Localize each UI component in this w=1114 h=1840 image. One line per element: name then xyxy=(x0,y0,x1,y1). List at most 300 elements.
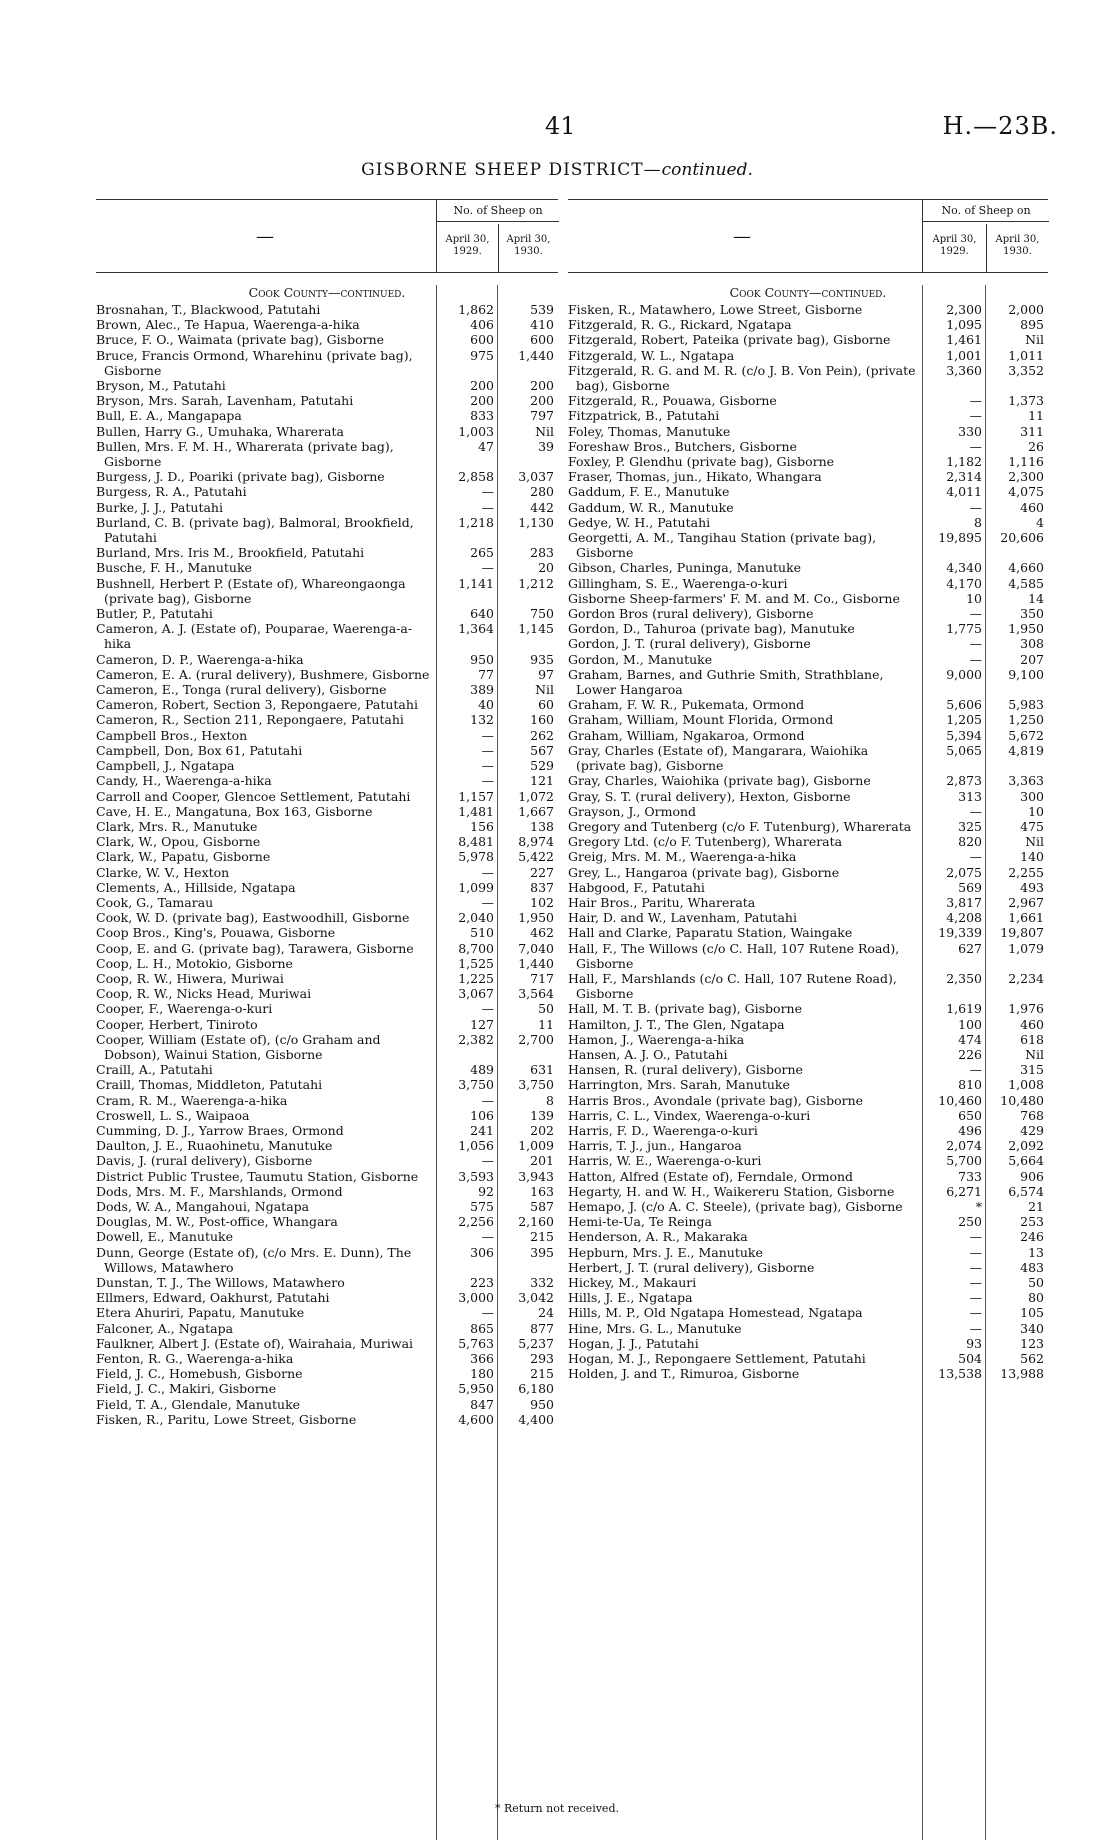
owner-name-cell: Fitzgerald, R. G. and M. R. (c/o J. B. Von Pein), (private bag), Gisborne xyxy=(568,362,916,394)
sheep-1929-cell: — xyxy=(969,651,982,667)
table-row xyxy=(96,393,558,408)
sheep-1930-cell: 6,574 xyxy=(1008,1183,1044,1199)
owner-name-cell: Clark, W., Papatu, Gisborne xyxy=(96,849,271,865)
owner-name-cell: Hall and Clarke, Paparatu Station, Waingake xyxy=(568,925,853,941)
sheep-1929-cell: — xyxy=(969,1305,982,1321)
table-row xyxy=(568,834,1048,849)
owner-name-cell: Craill, A., Patutahi xyxy=(96,1062,213,1078)
table-row xyxy=(568,439,1048,454)
owner-name-cell: Fraser, Thomas, jun., Hikato, Whangara xyxy=(568,469,822,485)
sheep-1930-cell: 350 xyxy=(1020,606,1044,622)
sheep-1930-cell: 1,009 xyxy=(518,1138,554,1154)
owner-name-cell: Butler, P., Patutahi xyxy=(96,606,213,622)
owner-name-cell: Hogan, M. J., Repongaere Settlement, Patutahi xyxy=(568,1351,866,1367)
owner-name-cell: Grayson, J., Ormond xyxy=(568,803,697,819)
table-row xyxy=(96,895,558,910)
owner-name-cell: Bullen, Harry G., Umuhaka, Wharerata xyxy=(96,423,344,439)
sheep-1930-cell: Nil xyxy=(1025,332,1044,348)
sheep-1930-cell: 10,480 xyxy=(1000,1092,1044,1108)
sheep-1930-cell: 7,040 xyxy=(518,940,554,956)
sheep-1930-cell: 215 xyxy=(530,1366,554,1382)
table-row xyxy=(568,1123,1048,1138)
table-row xyxy=(568,1108,1048,1123)
sheep-1929-cell: 1,525 xyxy=(458,955,494,971)
sheep-1929-cell: 5,606 xyxy=(946,697,982,713)
sheep-1930-cell: 160 xyxy=(530,712,554,728)
sheep-1930-cell: 13,988 xyxy=(1000,1366,1044,1382)
sheep-1930-cell: 308 xyxy=(1020,636,1044,652)
sheep-1929-cell: — xyxy=(969,1062,982,1078)
table-row xyxy=(96,500,558,515)
sheep-1930-cell: 3,564 xyxy=(518,986,554,1002)
sheep-1929-cell: 200 xyxy=(470,393,494,409)
table-row xyxy=(568,393,1048,408)
sheep-1930-cell: 3,352 xyxy=(1008,362,1044,378)
sheep-1930-cell: 2,092 xyxy=(1008,1138,1044,1154)
table-row xyxy=(568,1062,1048,1077)
sheep-1929-cell: 223 xyxy=(470,1275,494,1290)
sheep-1930-cell: 4,075 xyxy=(1008,484,1044,500)
table-row xyxy=(96,971,558,986)
sheep-1930-cell: 246 xyxy=(1020,1229,1044,1245)
table-row xyxy=(96,1017,558,1032)
table-row xyxy=(568,530,1048,560)
owner-name-cell: Gisborne Sheep-farmers' F. M. and M. Co., Gisborne xyxy=(568,590,900,606)
sheep-1930-cell: 201 xyxy=(530,1153,554,1169)
sheep-1930-cell: 138 xyxy=(530,818,554,834)
sheep-1929-cell: 5,394 xyxy=(946,727,982,743)
owner-name-cell: Candy, H., Waerenga-a-hika xyxy=(96,773,272,789)
table-row xyxy=(568,804,1048,819)
table-row xyxy=(96,1108,558,1123)
owner-name-cell: Burke, J. J., Patutahi xyxy=(96,499,223,515)
owner-name-cell: Cameron, E. A. (rural delivery), Bushmere, Gisborne xyxy=(96,666,430,682)
left-table-header xyxy=(96,199,558,273)
table-row xyxy=(568,1153,1048,1168)
sheep-1929-cell: 5,763 xyxy=(458,1335,494,1351)
owner-name-cell: Gray, S. T. (rural delivery), Hexton, Gisborne xyxy=(568,788,851,804)
sheep-1929-cell: 2,382 xyxy=(458,1031,494,1047)
sheep-1929-cell: 1,862 xyxy=(458,302,494,317)
sheep-1930-cell: 1,212 xyxy=(518,575,554,591)
sheep-1930-cell: 587 xyxy=(530,1198,554,1214)
sheep-1930-cell: 1,950 xyxy=(518,910,554,926)
right-table-header xyxy=(568,199,1048,273)
sheep-1930-cell: 293 xyxy=(530,1351,554,1367)
table-row xyxy=(568,849,1048,864)
owner-name-cell: Dunn, George (Estate of), (c/o Mrs. E. Dunn), The Willows, Matawhero xyxy=(96,1244,412,1275)
table-row xyxy=(568,1321,1048,1336)
sheep-1930-cell: 163 xyxy=(530,1183,554,1199)
table-row xyxy=(96,941,558,956)
table-row xyxy=(96,986,558,1001)
table-row xyxy=(568,469,1048,484)
page-number: 41 xyxy=(545,112,576,140)
sheep-1930-cell: 1,130 xyxy=(518,514,554,530)
sheep-1930-cell: 10 xyxy=(1028,803,1044,819)
table-row xyxy=(568,910,1048,925)
sheep-1929-cell: — xyxy=(481,1092,494,1108)
sheep-1930-cell: 123 xyxy=(1020,1335,1044,1351)
owner-name-cell: Hair, D. and W., Lavenham, Patutahi xyxy=(568,910,797,926)
sheep-1930-cell: 2,234 xyxy=(1008,970,1044,986)
sheep-1929-cell: 474 xyxy=(958,1031,982,1047)
owner-name-cell: Gregory Ltd. (c/o F. Tutenberg), Wharerata xyxy=(568,834,843,850)
table-row xyxy=(96,1366,558,1381)
right-table xyxy=(568,199,1048,1381)
sheep-1929-cell: — xyxy=(969,606,982,622)
table-row xyxy=(96,865,558,880)
owner-name-cell: Coop, R. W., Nicks Head, Muriwai xyxy=(96,986,312,1002)
sheep-1930-cell: 3,363 xyxy=(1008,773,1044,789)
sheep-count-header: No. of Sheep on April 30, 1929. April 30, 1930. xyxy=(922,200,1049,272)
table-row xyxy=(568,500,1048,515)
owner-name-cell: Craill, Thomas, Middleton, Patutahi xyxy=(96,1077,323,1093)
table-row xyxy=(568,302,1048,317)
table-row xyxy=(568,941,1048,971)
sheep-1930-cell: 8 xyxy=(546,1092,554,1108)
owner-name-cell: Dowell, E., Manutuke xyxy=(96,1229,234,1245)
sheep-1929-cell: 1,225 xyxy=(458,970,494,986)
sheep-1930-cell: 1,116 xyxy=(1008,454,1044,470)
sheep-1929-cell: — xyxy=(481,1229,494,1245)
sheep-1930-cell: 202 xyxy=(530,1122,554,1138)
sheep-1929-cell: 4,208 xyxy=(946,910,982,926)
sheep-1930-cell: 460 xyxy=(1020,1016,1044,1032)
sheep-1929-cell: 19,339 xyxy=(938,925,982,941)
sheep-1930-cell: 140 xyxy=(1020,849,1044,865)
owner-name-cell: Field, J. C., Makiri, Gisborne xyxy=(96,1381,277,1397)
owner-name-cell: Gedye, W. H., Patutahi xyxy=(568,514,711,530)
sheep-1929-cell: 4,011 xyxy=(946,484,982,500)
table-row xyxy=(96,1123,558,1138)
sheep-1930-cell: 1,145 xyxy=(518,621,554,637)
owner-name-cell: Bull, E. A., Mangapapa xyxy=(96,408,242,424)
owner-name-cell: Georgetti, A. M., Tangihau Station (private bag), Gisborne xyxy=(568,530,877,561)
sheep-1929-cell: 489 xyxy=(470,1062,494,1078)
table-row xyxy=(96,1032,558,1062)
owner-name-cell: Gordon, M., Manutuke xyxy=(568,651,713,667)
owner-name-cell: Fenton, R. G., Waerenga-a-hika xyxy=(96,1351,294,1367)
sheep-1929-cell: 4,600 xyxy=(458,1411,494,1427)
table-row xyxy=(96,1199,558,1214)
owner-name-cell: Field, J. C., Homebush, Gisborne xyxy=(96,1366,303,1382)
sheep-1929-cell: 325 xyxy=(958,818,982,834)
table-row xyxy=(568,743,1048,773)
sheep-1929-cell: 306 xyxy=(470,1244,494,1260)
table-row xyxy=(568,560,1048,575)
sheep-1929-cell: 496 xyxy=(958,1122,982,1138)
table-row xyxy=(568,408,1048,423)
owner-name-cell: Greig, Mrs. M. M., Waerenga-a-hika xyxy=(568,849,797,865)
sheep-1930-cell: 9,100 xyxy=(1008,666,1044,682)
table-row xyxy=(568,1290,1048,1305)
owner-name-cell: Graham, F. W. R., Pukemata, Ormond xyxy=(568,697,805,713)
sheep-1929-cell: 2,075 xyxy=(946,864,982,880)
sheep-1929-cell: 3,593 xyxy=(458,1168,494,1184)
owner-name-cell: Bryson, M., Patutahi xyxy=(96,378,226,394)
sheep-1930-cell: 717 xyxy=(530,970,554,986)
owner-name-cell: Fitzgerald, R., Pouawa, Gisborne xyxy=(568,393,777,409)
sheep-1929-cell: 640 xyxy=(470,606,494,622)
sheep-1930-cell: 5,672 xyxy=(1008,727,1044,743)
sheep-1929-cell: 569 xyxy=(958,879,982,895)
table-row xyxy=(568,925,1048,940)
sheep-1929-cell: — xyxy=(481,894,494,910)
sheep-1930-cell: 1,373 xyxy=(1008,393,1044,409)
sheep-1930-cell: 2,300 xyxy=(1008,469,1044,485)
table-row xyxy=(568,317,1048,332)
sheep-1930-cell: 567 xyxy=(530,742,554,758)
table-row xyxy=(96,834,558,849)
sheep-1930-cell: 906 xyxy=(1020,1168,1044,1184)
table-row xyxy=(96,728,558,743)
header-dash: — xyxy=(256,226,274,247)
sheep-1930-cell: 4,819 xyxy=(1008,742,1044,758)
owner-name-cell: Cumming, D. J., Yarrow Braes, Ormond xyxy=(96,1122,344,1138)
sheep-1930-cell: 442 xyxy=(530,499,554,515)
sheep-1930-cell: 395 xyxy=(530,1244,554,1260)
table-row xyxy=(96,880,558,895)
table-row xyxy=(568,1214,1048,1229)
table-row xyxy=(568,697,1048,712)
table-row xyxy=(96,348,558,378)
sheep-1930-cell: Nil xyxy=(1025,834,1044,850)
sheep-1929-cell: 2,074 xyxy=(946,1138,982,1154)
table-row xyxy=(568,576,1048,591)
owner-name-cell: Busche, F. H., Manutuke xyxy=(96,560,252,576)
sheep-1929-cell: 265 xyxy=(470,545,494,561)
owner-name-cell: Coop, E. and G. (private bag), Tarawera, Gisborne xyxy=(96,940,414,956)
sheep-1929-cell: — xyxy=(481,1153,494,1169)
table-row xyxy=(568,971,1048,1001)
sheep-1929-cell: * xyxy=(975,1198,982,1214)
header-dash: — xyxy=(733,226,751,247)
table-row xyxy=(96,302,558,317)
table-row xyxy=(568,1032,1048,1047)
sheep-1930-cell: 935 xyxy=(530,651,554,667)
owner-name-cell: Hansen, A. J. O., Patutahi xyxy=(568,1046,728,1062)
sheep-1929-cell: 3,750 xyxy=(458,1077,494,1093)
left-table xyxy=(96,199,558,1427)
table-row xyxy=(96,743,558,758)
sheep-1929-cell: 6,271 xyxy=(946,1183,982,1199)
sheep-1929-cell: 1,099 xyxy=(458,879,494,895)
table-row xyxy=(568,1336,1048,1351)
owner-name-cell: Holden, J. and T., Rimuroa, Gisborne xyxy=(568,1366,800,1382)
table-row xyxy=(96,560,558,575)
table-row xyxy=(568,606,1048,621)
table-row xyxy=(96,1381,558,1396)
sheep-1929-cell: 47 xyxy=(478,438,494,454)
owner-name-cell: Hatton, Alfred (Estate of), Ferndale, Ormond xyxy=(568,1168,854,1184)
owner-name-cell: Field, T. A., Glendale, Manutuke xyxy=(96,1396,301,1412)
sheep-1929-cell: 19,895 xyxy=(938,530,982,546)
sheep-1930-cell: 200 xyxy=(530,378,554,394)
sheep-1930-cell: 1,079 xyxy=(1008,940,1044,956)
sheep-1930-cell: 215 xyxy=(530,1229,554,1245)
owner-name-cell: Habgood, F., Patutahi xyxy=(568,879,705,895)
sheep-1929-cell: 1,001 xyxy=(946,347,982,363)
owner-name-cell: Fitzgerald, R. G., Rickard, Ngatapa xyxy=(568,317,792,333)
sheep-1929-cell: 5,950 xyxy=(458,1381,494,1397)
sheep-1929-cell: 627 xyxy=(958,940,982,956)
owner-name-cell: Gray, Charles, Waiohika (private bag), Gisborne xyxy=(568,773,871,789)
table-row xyxy=(96,1412,558,1427)
table-row xyxy=(568,1017,1048,1032)
table-row xyxy=(568,621,1048,636)
owner-name-cell: Henderson, A. R., Makaraka xyxy=(568,1229,748,1245)
table-row xyxy=(96,910,558,925)
sheep-1930-cell: 283 xyxy=(530,545,554,561)
table-row xyxy=(96,1062,558,1077)
sheep-1930-cell: 4,400 xyxy=(518,1411,554,1427)
sheep-1929-cell: 1,364 xyxy=(458,621,494,637)
owner-name-cell: Fisken, R., Matawhero, Lowe Street, Gisborne xyxy=(568,302,863,317)
sheep-1929-cell: 10,460 xyxy=(938,1092,982,1108)
sheep-1929-cell: 92 xyxy=(478,1183,494,1199)
sheep-1929-cell: 4,340 xyxy=(946,560,982,576)
sheep-1929-cell: 1,141 xyxy=(458,575,494,591)
sheep-1929-cell: 3,360 xyxy=(946,362,982,378)
owner-name-cell: Bushnell, Herbert P. (Estate of), Whareongaonga (private bag), Gisborne xyxy=(96,575,406,606)
sheep-1930-cell: 340 xyxy=(1020,1320,1044,1336)
sheep-1930-cell: 750 xyxy=(530,606,554,622)
sheep-1929-cell: — xyxy=(481,758,494,774)
table-row xyxy=(96,545,558,560)
sheep-1929-cell: 8,700 xyxy=(458,940,494,956)
sheep-1930-cell: 410 xyxy=(530,317,554,333)
sheep-1930-cell: 1,440 xyxy=(518,347,554,363)
table-row xyxy=(96,1336,558,1351)
sheep-1930-cell: 5,237 xyxy=(518,1335,554,1351)
sheep-1929-cell: 9,000 xyxy=(946,666,982,682)
sheep-1930-cell: 460 xyxy=(1020,499,1044,515)
sheep-1929-cell: 330 xyxy=(958,423,982,439)
owner-name-cell: Bullen, Mrs. F. M. H., Wharerata (private bag), Gisborne xyxy=(96,438,394,470)
sheep-1929-cell: 5,065 xyxy=(946,742,982,758)
table-row xyxy=(96,378,558,393)
sheep-1930-cell: 207 xyxy=(1020,651,1044,667)
owner-name-cell: Cook, W. D. (private bag), Eastwoodhill, Gisborne xyxy=(96,910,410,926)
table-row xyxy=(96,439,558,469)
sheep-1929-cell: 1,182 xyxy=(946,454,982,470)
sheep-1930-cell: 483 xyxy=(1020,1259,1044,1275)
owner-name-cell: Bruce, F. O., Waimata (private bag), Gisborne xyxy=(96,332,385,348)
table-row xyxy=(96,849,558,864)
sheep-1930-cell: 24 xyxy=(538,1305,554,1321)
owner-name-cell: Gillingham, S. E., Waerenga-o-kuri xyxy=(568,575,788,591)
sheep-1930-cell: 3,042 xyxy=(518,1290,554,1306)
sheep-1929-cell: 8 xyxy=(974,514,982,530)
table-row xyxy=(96,576,558,606)
sheep-1929-cell: — xyxy=(481,484,494,500)
owner-name-cell: Foley, Thomas, Manutuke xyxy=(568,423,731,439)
table-row xyxy=(96,1138,558,1153)
sheep-1929-cell: 1,157 xyxy=(458,788,494,804)
table-row xyxy=(96,1001,558,1016)
table-row xyxy=(568,1184,1048,1199)
owner-name-cell: Graham, Barnes, and Guthrie Smith, Strathblane, Lower Hangaroa xyxy=(568,666,884,698)
table-row xyxy=(568,712,1048,727)
sheep-1929-cell: 13,538 xyxy=(938,1366,982,1382)
table-row xyxy=(96,1184,558,1199)
sheep-1930-cell: 1,011 xyxy=(1008,347,1044,363)
table-row xyxy=(568,865,1048,880)
sheep-1930-cell: 768 xyxy=(1020,1107,1044,1123)
table-row xyxy=(96,1229,558,1244)
owner-name-cell: Gaddum, W. R., Manutuke xyxy=(568,499,734,515)
table-row xyxy=(96,621,558,651)
sheep-1929-cell: — xyxy=(481,560,494,576)
table-row xyxy=(96,712,558,727)
table-row xyxy=(568,1169,1048,1184)
sheep-1930-cell: 2,160 xyxy=(518,1214,554,1230)
owner-name-cell: Fitzgerald, Robert, Pateika (private bag), Gisborne xyxy=(568,332,891,348)
sheep-1930-cell: 1,250 xyxy=(1008,712,1044,728)
sheep-1929-cell: — xyxy=(481,1001,494,1017)
page-title: GISBORNE SHEEP DISTRICT—continued. xyxy=(361,160,753,180)
owner-name-cell: Clark, Mrs. R., Manutuke xyxy=(96,818,258,834)
table-row xyxy=(568,332,1048,347)
owner-name-cell: Davis, J. (rural delivery), Gisborne xyxy=(96,1153,313,1169)
sheep-1930-cell: 105 xyxy=(1020,1305,1044,1321)
sheep-1929-cell: 865 xyxy=(470,1320,494,1336)
table-row xyxy=(568,363,1048,393)
table-row xyxy=(568,880,1048,895)
sheep-1930-cell: 311 xyxy=(1020,423,1044,439)
sheep-1930-cell: 3,943 xyxy=(518,1168,554,1184)
owner-name-cell: Cook, G., Tamarau xyxy=(96,894,214,910)
owner-name-cell: Burland, Mrs. Iris M., Brookfield, Patutahi xyxy=(96,545,365,561)
owner-name-cell: Cameron, E., Tonga (rural delivery), Gisborne xyxy=(96,682,387,698)
owner-name-cell: Hepburn, Mrs. J. E., Manutuke xyxy=(568,1244,763,1260)
sheep-1929-cell: 2,314 xyxy=(946,469,982,485)
sheep-1929-cell: — xyxy=(969,1244,982,1260)
table-row xyxy=(96,697,558,712)
sheep-1930-cell: 950 xyxy=(530,1396,554,1412)
sheep-1930-cell: 1,667 xyxy=(518,803,554,819)
sheep-1930-cell: 631 xyxy=(530,1062,554,1078)
table-row xyxy=(96,773,558,788)
owner-name-cell: Falconer, A., Ngatapa xyxy=(96,1320,234,1336)
sheep-1930-cell: 21 xyxy=(1028,1198,1044,1214)
sheep-1930-cell: 1,072 xyxy=(518,788,554,804)
sheep-1930-cell: 3,750 xyxy=(518,1077,554,1093)
owner-name-cell: Graham, William, Mount Florida, Ormond xyxy=(568,712,834,728)
sheep-1930-cell: 600 xyxy=(530,332,554,348)
sheep-1930-cell: 50 xyxy=(1028,1275,1044,1290)
owner-name-cell: Gray, Charles (Estate of), Mangarara, Waiohika (private bag), Gisborne xyxy=(568,742,869,774)
sheep-1929-cell: 1,775 xyxy=(946,621,982,637)
sheep-1929-cell: 650 xyxy=(958,1107,982,1123)
owner-name-cell: Gordon, J. T. (rural delivery), Gisborne xyxy=(568,636,811,652)
sheep-1929-cell: 2,350 xyxy=(946,970,982,986)
table-row xyxy=(568,789,1048,804)
sheep-1930-cell: 1,661 xyxy=(1008,910,1044,926)
table-row xyxy=(568,1245,1048,1260)
sheep-1929-cell: 5,700 xyxy=(946,1153,982,1169)
owner-name-cell: Hine, Mrs. G. L., Manutuke xyxy=(568,1320,742,1336)
owner-name-cell: Bryson, Mrs. Sarah, Lavenham, Patutahi xyxy=(96,393,354,409)
owner-name-cell: Harris, W. E., Waerenga-o-kuri xyxy=(568,1153,762,1169)
owner-name-cell: Grey, L., Hangaroa (private bag), Gisborne xyxy=(568,864,840,880)
sheep-1930-cell: 227 xyxy=(530,864,554,880)
sheep-1930-cell: 14 xyxy=(1028,590,1044,606)
owner-name-cell: Hamon, J., Waerenga-a-hika xyxy=(568,1031,745,1047)
owner-name-cell: Brosnahan, T., Blackwood, Patutahi xyxy=(96,302,321,317)
table-row xyxy=(96,515,558,545)
